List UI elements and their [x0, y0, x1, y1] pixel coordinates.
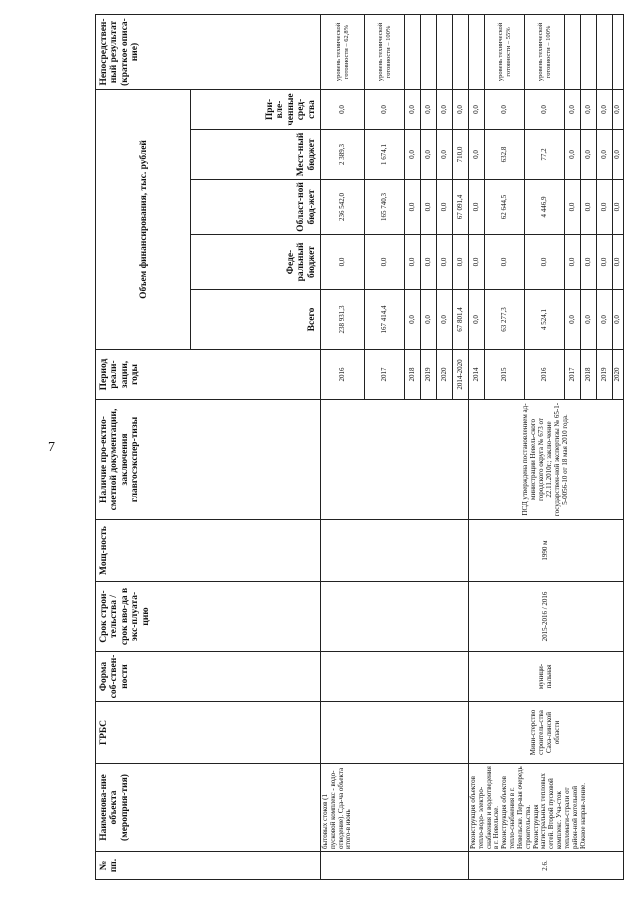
- other-cell: 0,0: [421, 90, 437, 130]
- local-cell: 632,8: [485, 130, 525, 180]
- prev-capacity-cell: [321, 520, 469, 582]
- federal-cell: 0,0: [437, 235, 453, 290]
- result-cell: [437, 15, 453, 90]
- federal-cell: 0,0: [469, 235, 485, 290]
- period-cell: 2020: [437, 350, 453, 400]
- total-cell: 0,0: [613, 290, 624, 350]
- other-cell: 0,0: [437, 90, 453, 130]
- header-period: Период реали-зации, годы: [96, 350, 321, 400]
- other-cell: 0,0: [453, 90, 469, 130]
- item-grbs: Мини-стерство строитель-ства Саха-линской области: [469, 702, 624, 764]
- other-cell: 0,0: [565, 90, 581, 130]
- regional-cell: 4 446,9: [525, 180, 565, 235]
- other-cell: 0,0: [321, 90, 365, 130]
- item-docs: ПСД утверждена постановлением ад-министрации Невель-ского городского округа № 673 от 22.11.2010г.; заклю-чение государствен-ной экспертизы № 65-1-5-0056-10 от 18 мая 2010 года.: [469, 400, 624, 520]
- total-cell: 0,0: [405, 290, 421, 350]
- header-funding: Объем финансирования, тыс. рублей: [96, 90, 191, 350]
- regional-cell: 236 542,0: [321, 180, 365, 235]
- period-cell: 2019: [421, 350, 437, 400]
- total-cell: 0,0: [581, 290, 597, 350]
- regional-cell: 0,0: [421, 180, 437, 235]
- funding-table: [95, 14, 624, 880]
- header-regional: Област-ной бюд-жет: [191, 180, 321, 235]
- local-cell: 0,0: [469, 130, 485, 180]
- regional-cell: 67 091,4: [453, 180, 469, 235]
- prev-name: бытовых стоков (1 пусковой комплекс - водо-отведение). Сда-ча объекта итого-в июнь: [321, 764, 469, 852]
- header-other: При-вле-ченные сред-ства: [191, 90, 321, 130]
- prev-num-cell: [321, 852, 469, 880]
- result-cell: [597, 15, 613, 90]
- prev-ownership-cell: [321, 652, 469, 702]
- local-cell: 0,0: [565, 130, 581, 180]
- result-cell: уровень технической готовности – 62,8%: [321, 15, 365, 90]
- page-number: 7: [48, 440, 55, 455]
- total-cell: 67 801,4: [453, 290, 469, 350]
- federal-cell: 0,0: [321, 235, 365, 290]
- regional-cell: 0,0: [597, 180, 613, 235]
- federal-cell: 0,0: [565, 235, 581, 290]
- period-cell: 2018: [405, 350, 421, 400]
- total-cell: 0,0: [437, 290, 453, 350]
- other-cell: 0,0: [365, 90, 405, 130]
- federal-cell: 0,0: [365, 235, 405, 290]
- local-cell: 2 389,3: [321, 130, 365, 180]
- header-capacity: Мощ-ность: [96, 520, 321, 582]
- local-cell: 710,0: [453, 130, 469, 180]
- period-cell: 2016: [525, 350, 565, 400]
- local-cell: 77,2: [525, 130, 565, 180]
- local-cell: 0,0: [405, 130, 421, 180]
- period-cell: 2018: [581, 350, 597, 400]
- header-name: Наименова-ние объекта (мероприя-тия): [96, 764, 321, 852]
- header-num: № пп.: [96, 852, 321, 880]
- other-cell: 0,0: [581, 90, 597, 130]
- item-num: 2.6.: [469, 852, 624, 880]
- item-ownership: муници-пальная: [469, 652, 624, 702]
- other-cell: 0,0: [613, 90, 624, 130]
- other-cell: 0,0: [485, 90, 525, 130]
- regional-cell: 0,0: [437, 180, 453, 235]
- header-federal: Феде-ральный бюджет: [191, 235, 321, 290]
- result-cell: [613, 15, 624, 90]
- header-local: Мест-ный бюджет: [191, 130, 321, 180]
- total-cell: 4 524,1: [525, 290, 565, 350]
- regional-cell: 0,0: [565, 180, 581, 235]
- result-cell: уровень технической готовности – 100%: [525, 15, 565, 90]
- federal-cell: 0,0: [581, 235, 597, 290]
- period-cell: 2014: [469, 350, 485, 400]
- item-term: 2015-2016 / 2016: [469, 582, 624, 652]
- other-cell: 0,0: [469, 90, 485, 130]
- local-cell: 0,0: [437, 130, 453, 180]
- result-cell: [405, 15, 421, 90]
- item-capacity: 1990 м: [469, 520, 624, 582]
- regional-cell: 0,0: [581, 180, 597, 235]
- period-cell: 2020: [613, 350, 624, 400]
- header-result: Непосредствен-ный результат (краткое описа-ние): [96, 15, 321, 90]
- total-cell: 0,0: [421, 290, 437, 350]
- federal-cell: 0,0: [613, 235, 624, 290]
- total-cell: 0,0: [565, 290, 581, 350]
- regional-cell: 0,0: [613, 180, 624, 235]
- federal-cell: 0,0: [485, 235, 525, 290]
- prev-docs-cell: [321, 400, 469, 520]
- result-cell: [421, 15, 437, 90]
- local-cell: 0,0: [597, 130, 613, 180]
- funding-table-rotated: [95, 15, 621, 880]
- other-cell: 0,0: [597, 90, 613, 130]
- prev-term-cell: [321, 582, 469, 652]
- result-cell: уровень технической готовности – 55%: [485, 15, 525, 90]
- total-cell: 167 414,4: [365, 290, 405, 350]
- regional-cell: 0,0: [469, 180, 485, 235]
- header-total: Всего: [191, 290, 321, 350]
- header-grbs: ГРБС: [96, 702, 321, 764]
- result-cell: уровень технической готовности – 100%: [365, 15, 405, 90]
- header-docs: Наличие про-ектно-сметной документации, заключения главгосэкспер-тизы: [96, 400, 321, 520]
- federal-cell: 0,0: [597, 235, 613, 290]
- item-name: Реконструкция объектов тепло-водо- электро-снабжения и водоотведения в г. Невельске. Реконструкция объектов тепло-снабжения в г. Невельске. Пер-вая очередь строительства. Реконструкция магистральных тепловых сетей. Второй пусковой комплекс. Уча-сток тепломаги-страли от район-ной котельной Южное направ-ление.: [469, 764, 624, 852]
- local-cell: 0,0: [613, 130, 624, 180]
- result-cell: [469, 15, 485, 90]
- period-cell: 2015: [485, 350, 525, 400]
- result-cell: [581, 15, 597, 90]
- regional-cell: 0,0: [405, 180, 421, 235]
- local-cell: 0,0: [581, 130, 597, 180]
- federal-cell: 0,0: [421, 235, 437, 290]
- header-ownership: Форма соб-ствен-ности: [96, 652, 321, 702]
- regional-cell: 62 644,5: [485, 180, 525, 235]
- federal-cell: 0,0: [525, 235, 565, 290]
- regional-cell: 165 740,3: [365, 180, 405, 235]
- period-cell: 2017: [565, 350, 581, 400]
- local-cell: 0,0: [421, 130, 437, 180]
- prev-grbs-cell: [321, 702, 469, 764]
- federal-cell: 0,0: [405, 235, 421, 290]
- period-cell: 2016: [321, 350, 365, 400]
- federal-cell: 0,0: [453, 235, 469, 290]
- period-cell: 2017: [365, 350, 405, 400]
- total-cell: 0,0: [469, 290, 485, 350]
- other-cell: 0,0: [405, 90, 421, 130]
- total-cell: 0,0: [597, 290, 613, 350]
- total-cell: 238 931,3: [321, 290, 365, 350]
- other-cell: 0,0: [525, 90, 565, 130]
- local-cell: 1 674,1: [365, 130, 405, 180]
- total-cell: 63 277,3: [485, 290, 525, 350]
- result-cell: [565, 15, 581, 90]
- result-cell: [453, 15, 469, 90]
- header-term: Срок строи-тельства / срок вво-да в экс-плуата-цию: [96, 582, 321, 652]
- period-cell: 2014-2020: [453, 350, 469, 400]
- period-cell: 2019: [597, 350, 613, 400]
